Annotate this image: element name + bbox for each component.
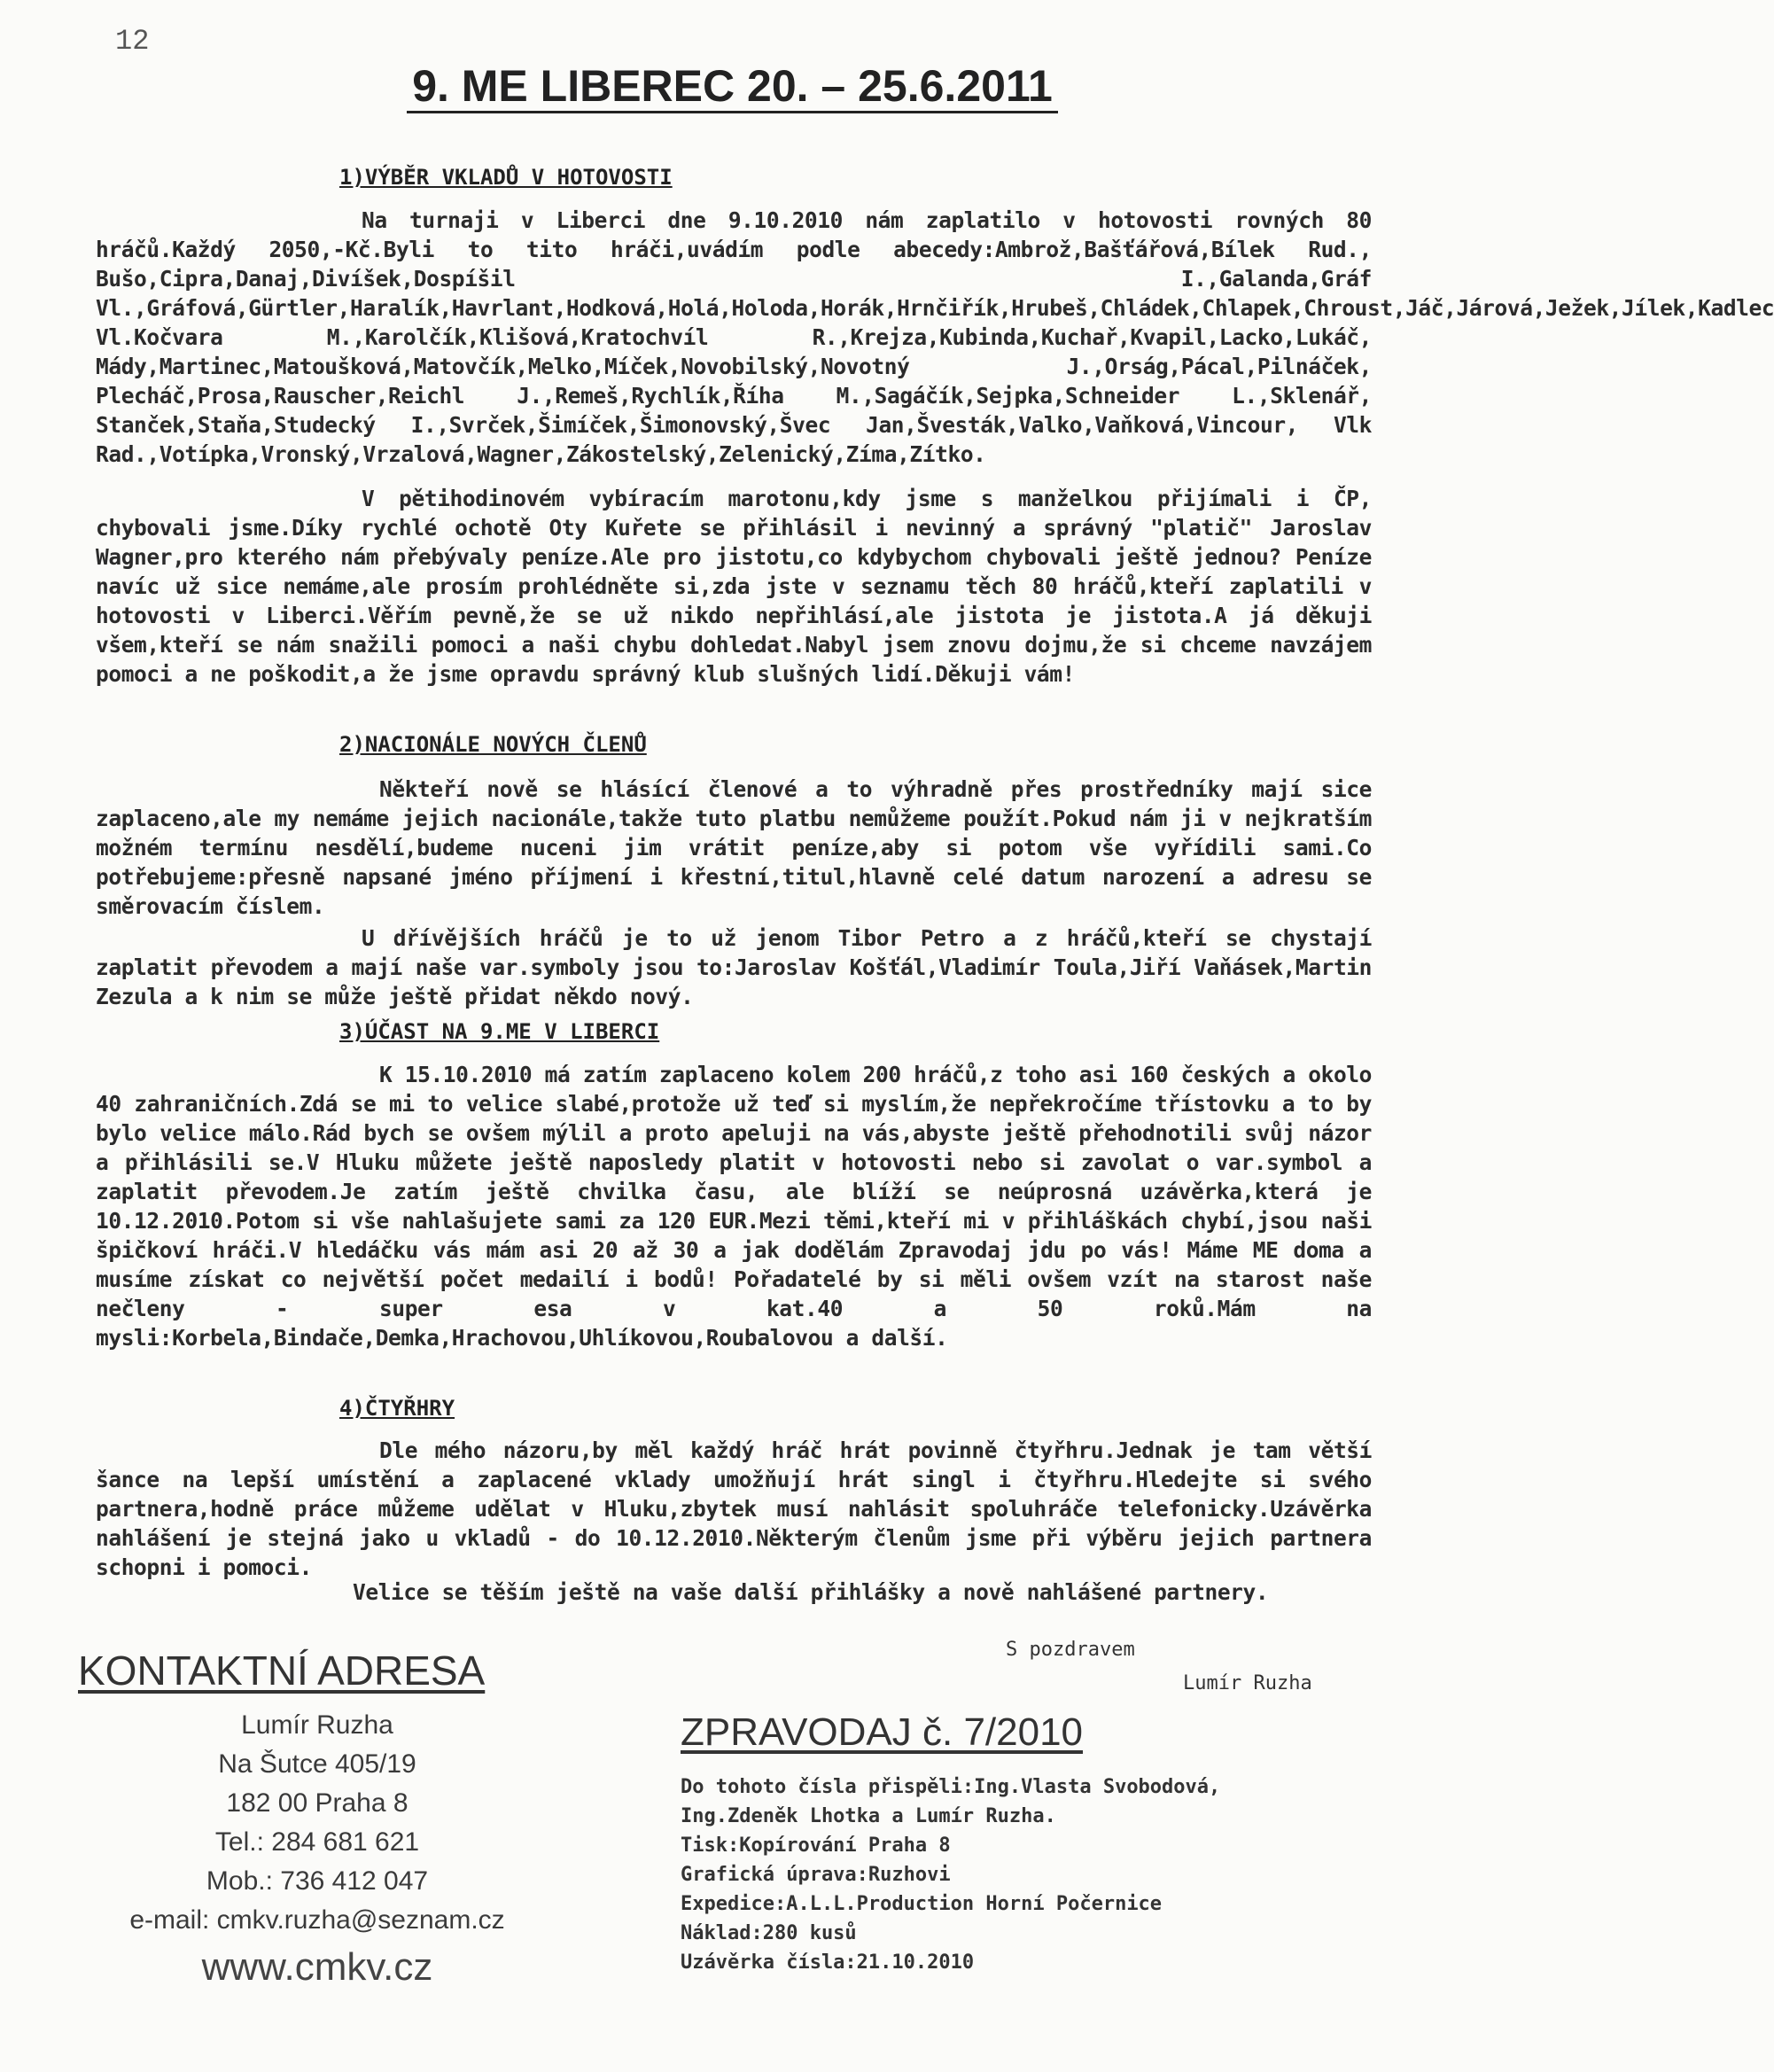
section-4-heading: 4)ČTYŘHRY [339,1396,455,1421]
section-1-heading: 1)VÝBĚR VKLADŮ V HOTOVOSTI [339,165,673,190]
contact-street: Na Šutce 405/19 [218,1749,416,1779]
contact-web: www.cmkv.cz [201,1945,433,1989]
section-2-paragraph-2-text: U dřívějších hráčů je to už jenom Tibor Petro a z hráčů,kteří se chystají zaplatit převodem a mají naše var.symboly jsou to:Jaroslav Košťál,Vladimír Toula,Jiří Vaňásek,Martin Zezula a k nim se může ještě přidat někdo nový. [96,925,1372,1009]
section-1-paragraph-2 [96,484,1372,689]
section-2-heading: 2)NACIONÁLE NOVÝCH ČLENŮ [339,732,647,757]
colophon-line: Tisk:Kopírování Praha 8 [681,1834,951,1857]
closing-name: Lumír Ruzha [1183,1672,1312,1694]
colophon-line: Do tohoto čísla přispěli:Ing.Vlasta Svobodová, [681,1776,1221,1798]
colophon-line: Grafická úprava:Ruzhovi [681,1864,951,1886]
zpravodaj-heading: ZPRAVODAJ č. 7/2010 [681,1710,1084,1754]
section-2-paragraph-1 [96,775,1372,921]
zpravodaj-colophon [681,1772,1407,1977]
section-3-paragraph-1-text: K 15.10.2010 má zatím zaplaceno kolem 200 hráčů,z toho asi 160 českých a okolo 40 zahraničních.Zdá se mi to velice slabé,protože už teď si myslím,že nepřekročíme třístovku a to by bylo velice málo.Rád bych se ovšem mýlil a proto apeluji na vás,abyste ještě přehodnotili svůj názor a přihlásili se.V Hluku můžete ještě naposledy platit v hotovosti nebo si zavolat o var.symbol a zaplatit převodem.Je zatím ještě chvilka času, ale blíží se neúprosná uzávěrka,která je 10.12.2010.Potom si vše nahlašujete sami za 120 EUR.Mezi těmi,kteří mi v přihláškách chybí,jsou naši špičkoví hráči.V hledáčku vás mám asi 20 až 30 a jak dodělám Zpravodaj jdu po vás! Máme ME doma a musíme získat co největší počet medailí i bodů! Pořadatelé by si měli ovšem vzít na starost naše nečleny - super esa v kat.40 a 50 roků.Mám na mysli:Korbela,Bindače,Demka,Hrachovou,Uhlíkovou,Roubalovou a další. [96,1062,1372,1351]
colophon-line: Náklad:280 kusů [681,1922,857,1944]
colophon-line: Ing.Zdeněk Lhotka a Lumír Ruzha. [681,1805,1056,1827]
closing-greeting: S pozdravem [1006,1639,1135,1661]
page-number: 12 [115,25,150,58]
section-3-heading: 3)ÚČAST NA 9.ME V LIBERCI [339,1019,660,1044]
section-2-paragraph-1-text: Někteří nově se hlásící členové a to výhradně přes prostředníky mají sice zaplaceno,ale my nemáme jejich nacionále,takže tuto platbu nemůžeme použít.Pokud nám ji v nejkratším možném termínu nesdělí,budeme nuceni jim vrátit peníze,aby si potom vše vyřídili sami.Co potřebujeme:přesně napsané jméno příjmení i křestní,titul,hlavně celé datum narození a adresu se směrovacím číslem. [96,776,1372,919]
contact-name: Lumír Ruzha [241,1710,393,1740]
section-4-paragraph-2-text: Velice se těším ještě na vaše další přihlášky a nově nahlášené partnery. [353,1579,1269,1605]
contact-address [78,1706,556,1995]
page-title-text: 9. ME LIBEREC 20. – 25.6.2011 [407,61,1058,113]
section-1-paragraph-1 [96,206,1774,469]
section-1-paragraph-1-text: Na turnaji v Liberci dne 9.10.2010 nám zaplatilo v hotovosti rovných 80 hráčů.Každý 2050,-Kč.Byli to tito hráči,uvádím podle abecedy:Ambrož,Bašťářová,Bílek Rud., Bušo,Cipra,Danaj,Divíšek,Dospíšil I.,Galanda,Gráf Vl.,Gráfová,Gürtler,Haralík,Havrlant,Hodková,Holá,Holoda,Horák,Hrnčiřík,Hrubeš,Chládek,Chlapek,Chroust,Jáč,Járová,Ježek,Jílek,Kadlec Vl.Kočvara M.,Karolčík,Klišová,Kratochvíl R.,Krejza,Kubinda,Kuchař,Kvapil,Lacko,Lukáč, Mády,Martinec,Matoušková,Matovčík,Melko,Míček,Novobilský,Novotný J.,Orság,Pácal,Pilnáček, Plecháč,Prosa,Rauscher,Reichl J.,Remeš,Rychlík,Říha M.,Sagáčík,Sejpka,Schneider L.,Sklenář, Stanček,Staňa,Studecký I.,Svrček,Šimíček,Šimonovský,Švec Jan,Švesták,Valko,Vaňková,Vincour, Vlk Rad.,Votípka,Vronský,Vrzalová,Wagner,Zákostelský,Zelenický,Zíma,Zítko. [96,207,1774,467]
contact-city: 182 00 Praha 8 [226,1788,408,1818]
colophon-line: Uzávěrka čísla:21.10.2010 [681,1951,975,1974]
contact-tel: Tel.: 284 681 621 [214,1827,420,1857]
contact-heading: KONTAKTNÍ ADRESA [78,1647,486,1694]
section-4-paragraph-1-text: Dle mého názoru,by měl každý hráč hrát povinně čtyřhru.Jednak je tam větší šance na lepší umístění a zaplacené vklady umožňují hrát singl i čtyřhru.Hledejte si svého partnera,hodně práce můžeme udělat v Hluku,zbytek musí nahlásit spoluhráče telefonicky.Uzávěrka nahlášení je stejná jako u vkladů - do 10.12.2010.Některým členům jsme při výběru jejich partnera schopni i pomoci. [96,1437,1372,1580]
contact-email: e-mail: cmkv.ruzha@seznam.cz [129,1905,505,1935]
colophon-line: Expedice:A.L.L.Production Horní Počernice [681,1893,1163,1915]
section-4-paragraph-2 [96,1577,1372,1607]
section-4-paragraph-1 [96,1436,1372,1582]
contact-mob: Mob.: 736 412 047 [206,1866,429,1896]
section-1-paragraph-2-text: V pětihodinovém vybíracím marotonu,kdy jsme s manželkou přijímali i ČP, chybovali jsme.Díky rychlé ochotě Oty Kuřete se přihlásil i nevinný a správný "platič" Jaroslav Wagner,pro kterého nám přebývaly peníze.Ale pro jistotu,co kdybychom chybovali ještě jednou? Peníze navíc už sice nemáme,ale prosím prohlédněte si,zda jste v seznamu těch 80 hráčů,kteří zaplatili v hotovosti v Liberci.Věřím pevně,že se už nikdo nepřihlásí,ale jistota je jistota.A já děkuji všem,kteří se nám snažili pomoci a naši chybu dohledat.Nabyl jsem znovu dojmu,že si chceme navzájem pomoci a ne poškodit,a že jsme opravdu správný klub slušných lidí.Děkuji vám! [96,486,1372,687]
page-title [0,60,1465,112]
section-2-paragraph-2 [96,923,1372,1011]
section-3-paragraph-1 [96,1060,1372,1352]
closing-signature [1006,1633,1312,1701]
